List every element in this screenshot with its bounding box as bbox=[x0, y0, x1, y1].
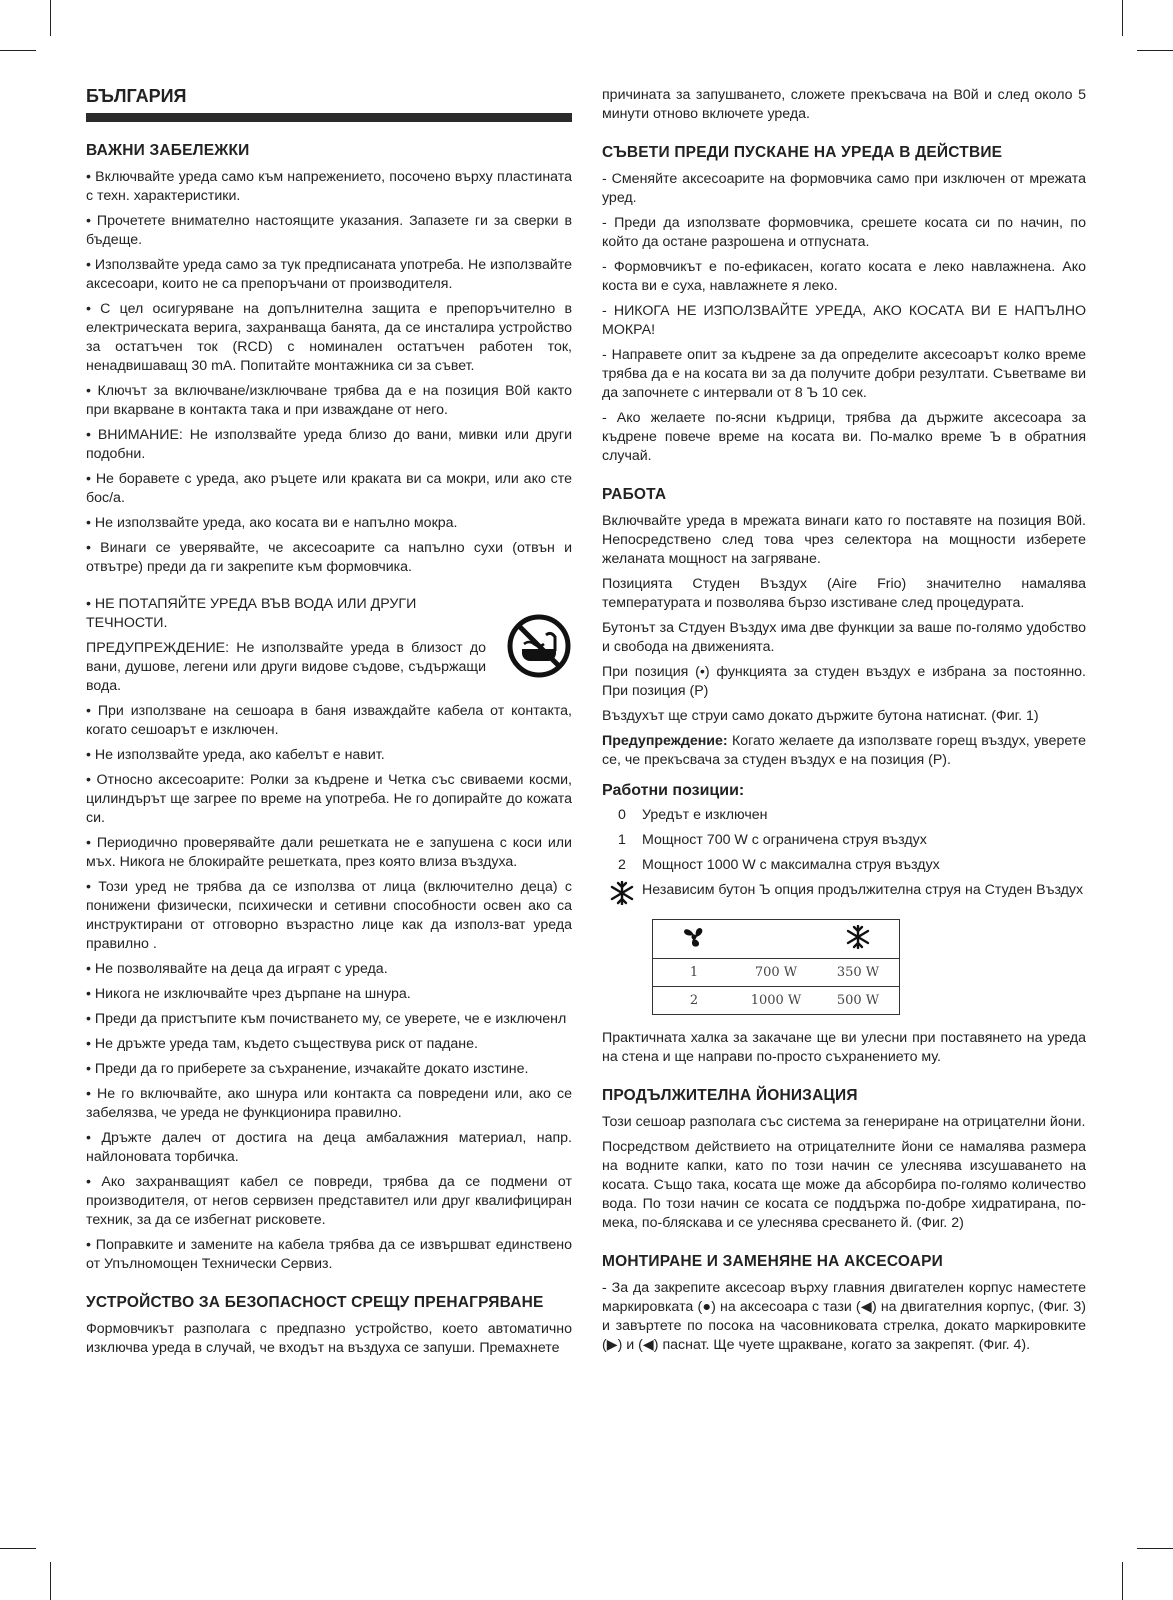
hook-text: Практичната халка за закачане ще ви улесни при поставянето на уреда на стена и ще направи по-просто съхранението му. bbox=[602, 1030, 1086, 1065]
note-item: • Относно аксесоарите: Ролки за къдрене и Четка със свиваеми косми, цилиндърът ще загрее по време на употреба. Не го допирайте до кожата си. bbox=[86, 772, 572, 826]
note-item: • Прочетете внимателно настоящите указания. Запазете ги за сверки в бъдеще. bbox=[86, 213, 572, 248]
note-item: • Преди да пристъпите към почистването му, се уверете, че е изключенл bbox=[86, 1011, 567, 1027]
tip-item: - Преди да използвате формовчика, срешете косата си по начин, по който да остане разрошена и отпусната. bbox=[602, 215, 1086, 250]
position-text: Мощност 1000 W с максимална струя въздух bbox=[642, 857, 940, 873]
fan-icon bbox=[653, 920, 736, 959]
note-item: • Преди да го приберете за съхранение, изчакайте докато изстине. bbox=[86, 1061, 529, 1077]
table-cell: 350 W bbox=[817, 959, 900, 987]
note-item: • Не дръжте уреда там, където съществува риск от падане. bbox=[86, 1036, 478, 1052]
operation-paragraph: При позиция (•) функцията за студен въздух е избрана за постоянно. При позиция (P) bbox=[602, 664, 1086, 699]
note-item: • Включвайте уреда само към напрежението, посочено върху пластината с техн. характеристики. bbox=[86, 169, 572, 204]
position-row bbox=[602, 806, 1086, 825]
continuation-text: причината за запушването, сложете прекъсвача на В0й и след около 5 минути отново включете уреда. bbox=[602, 87, 1086, 122]
table-header-row bbox=[653, 920, 900, 959]
position-key: 0 bbox=[618, 807, 626, 823]
positions-title: Работни позиции: bbox=[602, 782, 745, 799]
tip-item: - Формовчикът е по-ефикасен, когато косата е леко навлажнена. Ако коста ви е суха, навлажнете я леко. bbox=[602, 259, 1086, 294]
mounting-text: - За да закрепите аксесоар върху главния двигателен корпус наместете маркировката (●) на аксесоара с тази (◀) на двигателния корпус, (Фиг. 3) и завъртете по посока на часовниковата стрелка, докато маркировките (▶) и (◀) паснат. Ще чуете щракване, когато за закрепят. (Фиг. 4). bbox=[602, 1280, 1086, 1353]
crop-mark bbox=[1122, 1562, 1123, 1600]
power-table bbox=[652, 919, 900, 1015]
position-key: 1 bbox=[618, 832, 626, 848]
crop-mark bbox=[1122, 0, 1123, 36]
safety-device-text: Формовчикът разполага с предпазно устройство, което автоматично изключва уреда в случай, че входът на въздуха се запуши. Премахнете bbox=[86, 1321, 572, 1356]
ionization-paragraph: Посредством действието на отрицателните йони се намалява размера на водните капки, като по този начин се улеснява изсушаването на косата. Също така, косата ще може да абсорбира по-голямо количество вода. По този начин се косата се поддържа по-добре хидратирана, по-мека, по-бляскава и се улеснява сресването й. (Фиг. 2) bbox=[602, 1139, 1086, 1231]
note-item: • Ключът за включване/изключване трябва да е на позиция В0й както при вкарване в контакта така и при изваждане от него. bbox=[86, 383, 572, 418]
position-row bbox=[602, 856, 1086, 875]
cold-air-text: Независим бутон Ъ опция продължителна струя на Студен Въздух bbox=[642, 882, 1084, 898]
position-row bbox=[602, 881, 1086, 911]
operation-paragraph: Въздухът ще струи само докато държите бутона натиснат. (Фиг. 1) bbox=[602, 708, 1039, 724]
snowflake-icon bbox=[602, 881, 642, 911]
table-cell: 500 W bbox=[817, 987, 900, 1015]
note-item: • Не използвайте уреда, ако косата ви е напълно мокра. bbox=[86, 515, 458, 531]
ionization-paragraph: Този сешоар разполага със система за генериране на отрицателни йони. bbox=[602, 1114, 1086, 1130]
crop-mark bbox=[0, 50, 36, 51]
note-item: • Винаги се уверявайте, че аксесоарите са напълно сухи (отвън и отвътре) преди да ги закрепите към формовчика. bbox=[86, 540, 572, 575]
caution-text: ПРЕДУПРЕЖДЕНИЕ: Не използвайте уреда в близост до вани, душове, легени или други видове съдове, съдържащи вода. bbox=[86, 640, 486, 694]
warning-text: Когато желаете да използвате горещ въздух, уверете се, че прекъсвача за студен въздух е на позиция (P). bbox=[602, 733, 1086, 768]
position-text: Мощност 700 W с ограничена струя въздух bbox=[642, 832, 927, 848]
note-item: • Поправките и замените на кабела трябва да се извършват единствено от Упълномощен Технически Сервиз. bbox=[86, 1237, 572, 1272]
safety-device-title: УСТРОЙСТВО ЗА БЕЗОПАСНОСТ СРЕЩУ ПРЕНАГРЯВАНЕ bbox=[86, 1294, 544, 1311]
note-item: • ВНИМАНИЕ: Не използвайте уреда близо до вани, мивки или други подобни. bbox=[86, 427, 572, 462]
operation-paragraph: Бутонът за Стдуен Въздух има две функции за ваше по-голямо удобство и свобода на движенията. bbox=[602, 620, 1086, 655]
note-item: • Дръжте далеч от достига на деца амбалажния материал, напр. найлоновата торбичка. bbox=[86, 1130, 572, 1165]
right-column bbox=[602, 82, 1086, 1361]
note-item: • С цел осигуряване на допълнителна защита е препоръчително в електрическата верига, захранваща банята, да се инсталира устройство за остатъчен ток (RCD) с номинален остатъчен работен ток, ненадвишаващ 30 mA. Попитайте монтажника си за съвет. bbox=[86, 301, 572, 374]
table-row bbox=[653, 987, 900, 1015]
operation-paragraph: Включвайте уреда в мрежата винаги като го поставяте на позиция В0й. Непосредствено след това чрез селектора на мощности изберете желаната мощност на загряване. bbox=[602, 513, 1086, 567]
operation-title: РАБОТА bbox=[602, 486, 667, 503]
note-item: • Не боравете с уреда, ако ръцете или краката ви са мокри, или ако сте бос/а. bbox=[86, 471, 572, 506]
position-text: Уредът е изключен bbox=[642, 807, 768, 823]
tip-item: - Сменяйте аксесоарите на формовчика само при изключен от мрежата уред. bbox=[602, 171, 1086, 206]
water-warning: • НЕ ПОТАПЯЙТЕ УРЕДА ВЪВ ВОДА ИЛИ ДРУГИ ТЕЧНОСТИ. bbox=[86, 596, 417, 631]
left-column bbox=[86, 82, 572, 1364]
position-row bbox=[602, 831, 1086, 850]
mounting-title: МОНТИРАНЕ И ЗАМЕНЯНЕ НА АКСЕСОАРИ bbox=[602, 1253, 943, 1270]
positions-list bbox=[602, 806, 1086, 911]
snowflake-icon bbox=[817, 920, 900, 959]
note-item: • Използвайте уреда само за тук предписаната употреба. Не използвайте аксесоари, които не са препоръчани от производителя. bbox=[86, 257, 572, 292]
note-item: • Не използвайте уреда, ако кабелът е навит. bbox=[86, 747, 385, 763]
tip-item: - НИКОГА НЕ ИЗПОЛЗВАЙТЕ УРЕДА, АКО КОСАТА ВИ Е НАПЪЛНО МОКРА! bbox=[602, 303, 1086, 338]
tip-item: - Направете опит за къдрене за да определите аксесоарът колко време трябва да е на косата ви за да получите добри резултати. Съветваме ви да започнете с интервали от 8 Ъ 10 сек. bbox=[602, 347, 1086, 401]
tips-title: СЪВЕТИ ПРЕДИ ПУСКАНЕ НА УРЕДА В ДЕЙСТВИЕ bbox=[602, 144, 1003, 161]
note-item: • Никога не изключвайте чрез дърпане на шнура. bbox=[86, 986, 411, 1002]
tip-item: - Ако желаете по-ясни къдрици, трябва да държите аксесоара за къдрене повече време на косата ви. По-малко време Ъ в обратния случай. bbox=[602, 410, 1086, 464]
table-cell: 700 W bbox=[735, 959, 817, 987]
note-item: • Периодично проверявайте дали решетката не е запушена с коси или мъх. Никога не блокирайте решетката, през която влиза въздуха. bbox=[86, 835, 572, 870]
table-cell: 2 bbox=[653, 987, 736, 1015]
important-notes-title: ВАЖНИ ЗАБЕЛЕЖКИ bbox=[86, 142, 250, 159]
note-item: • При използване на сешоара в баня изваждайте кабела от контакта, когато сешоарът е изключен. bbox=[86, 703, 572, 738]
note-item: • Не го включвайте, ако шнура или контакта са повредени или, ако се забелязва, че уреда не функционира правилно. bbox=[86, 1086, 572, 1121]
position-key: 2 bbox=[618, 857, 626, 873]
water-warning-block bbox=[86, 595, 572, 696]
crop-mark bbox=[50, 1562, 51, 1600]
operation-warning bbox=[602, 732, 1086, 770]
note-item: • Този уред не трябва да се използва от лица (включително деца) с понижени физически, психически и сетивни способности освен ако са инструктирани от отговорно възрастно лице как да използ-ват уреда правилно . bbox=[86, 879, 572, 952]
crop-mark bbox=[0, 1548, 36, 1549]
table-cell: 1000 W bbox=[735, 987, 817, 1015]
operation-paragraph: Позицията Студен Въздух (Aire Frio) значително намалява температурата и позволява бързо изстиване след процедурата. bbox=[602, 576, 1086, 611]
country-heading: БЪЛГАРИЯ bbox=[86, 82, 572, 122]
no-bath-icon bbox=[506, 613, 572, 679]
crop-mark bbox=[1137, 50, 1173, 51]
note-item: • Ако захранващият кабел се повреди, трябва да се подмени от производителя, от негов сервизен представител или друг квалифициран техник, за да се избегнат рисковете. bbox=[86, 1174, 572, 1228]
ionization-title: ПРОДЪЛЖИТЕЛНА ЙОНИЗАЦИЯ bbox=[602, 1087, 858, 1104]
crop-mark bbox=[50, 0, 51, 36]
table-cell: 1 bbox=[653, 959, 736, 987]
warning-label: Предупреждение: bbox=[602, 733, 728, 749]
note-item: • Не позволявайте на деца да играят с уреда. bbox=[86, 961, 388, 977]
crop-mark bbox=[1137, 1548, 1173, 1549]
table-row bbox=[653, 959, 900, 987]
